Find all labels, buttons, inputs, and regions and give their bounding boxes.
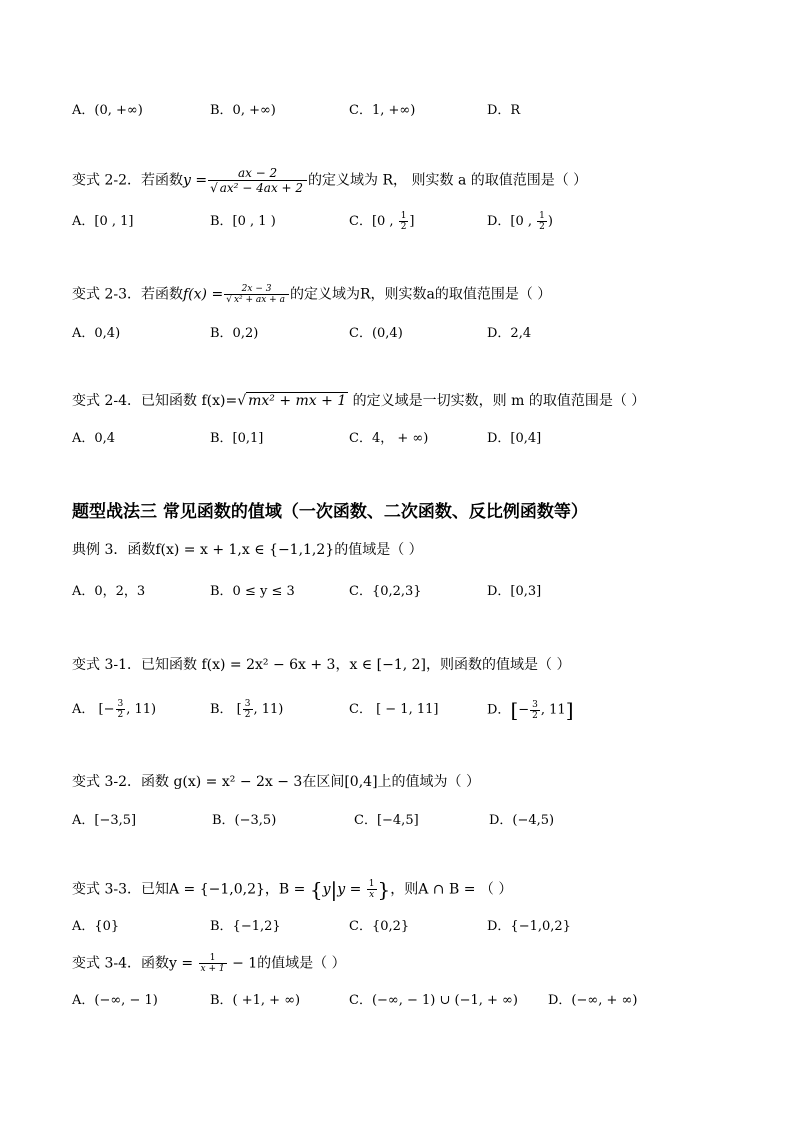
bracket: [	[510, 698, 519, 722]
denominator: √ ax² − 4ax + 2	[210, 181, 304, 195]
q2-1-options	[72, 100, 712, 122]
question-text: 的定义域为 R， 则实数 a 的取值范围是（ ）	[308, 172, 588, 189]
option-b: B．[0 , 1 )	[210, 214, 276, 229]
option-d: D．[0,3]	[487, 584, 542, 599]
option-c: C．{0,2,3}	[349, 584, 422, 599]
fraction	[224, 284, 289, 305]
fraction	[243, 699, 253, 720]
math-expr: y =	[337, 881, 366, 898]
numerator: 1	[368, 879, 375, 889]
option-d: D．(−4,5)	[489, 813, 555, 828]
radicand: mx² + mx + 1	[248, 393, 347, 409]
denominator: 2	[117, 710, 124, 720]
brace: }	[377, 877, 391, 902]
question-3-2: 变式 3-2．函数 g(x) = x² − 2x − 3在区间[0,4]上的值域为（ ）	[72, 774, 480, 790]
numerator: 1	[199, 953, 227, 964]
option-d: D．{−1,0,2}	[487, 919, 571, 934]
numerator: 1	[539, 211, 545, 221]
option-text: B． [	[210, 702, 242, 717]
option-d: D．2,4	[487, 326, 532, 341]
option-d	[487, 699, 574, 722]
option-c: C． [ − 1, 11]	[349, 702, 439, 717]
option-a: A．0,4	[72, 431, 116, 446]
option-b: B．[0,1]	[210, 431, 264, 446]
option-text: D．[0 ,	[487, 214, 537, 229]
option-text: ]	[409, 214, 415, 229]
option-b: B．( +1, + ∞)	[210, 993, 301, 1008]
question-text: 变式 2-2．若函数	[72, 172, 183, 189]
option-d	[487, 211, 553, 233]
numerator: 2x − 3	[224, 284, 289, 295]
question-2-3	[72, 284, 551, 305]
option-a: A．{0}	[72, 919, 120, 934]
radicand: ax² − 4ax + 2	[219, 181, 304, 195]
option-text: A． [−	[72, 702, 115, 717]
option-c: C．(−∞, − 1) ∪ (−1, + ∞)	[349, 993, 518, 1008]
question-text: 的定义域为R，则实数a的取值范围是（ ）	[289, 286, 552, 303]
ex3-options	[72, 581, 712, 603]
option-a: A．[0 , 1]	[72, 214, 134, 229]
option-d: D．(−∞, + ∞)	[548, 993, 638, 1008]
option-c: C．(0,4)	[349, 326, 403, 341]
option-c: C．1, +∞)	[349, 103, 416, 118]
fraction	[537, 211, 547, 232]
bar: |	[330, 877, 338, 902]
option-b	[210, 699, 283, 721]
numerator: ax − 2	[208, 166, 307, 181]
question-3-3	[72, 879, 512, 900]
option-b: B．0,2)	[210, 326, 259, 341]
denominator: 2	[532, 710, 538, 721]
question-3-1: 变式 3-1．已知函数 f(x) = 2x² − 6x + 3，x ∈ [−1, 2]，则函数的值域是（ ）	[72, 657, 571, 673]
denominator: 2	[539, 222, 545, 232]
option-b: B．0, +∞)	[210, 103, 276, 118]
fraction	[399, 211, 409, 232]
option-text: , 11)	[253, 702, 284, 717]
radicand: x² + ax + a	[233, 295, 285, 305]
fraction	[208, 166, 307, 195]
math-fn: f(x) =	[183, 286, 224, 303]
option-c: C．4， + ∞)	[349, 431, 429, 446]
question-text: 变式 2-3．若函数	[72, 286, 183, 303]
q3-1-options	[72, 699, 712, 721]
question-2-4	[72, 391, 645, 411]
option-text: D．	[487, 702, 511, 718]
math-fn: y =	[183, 172, 208, 189]
option-c: C．{0,2}	[349, 919, 410, 934]
fraction	[530, 700, 540, 721]
sqrt-expression: √ mx² + mx + 1	[237, 393, 347, 409]
option-a: A．0，2，3	[72, 584, 146, 599]
option-b: B．0 ≤ y ≤ 3	[210, 584, 295, 599]
option-text: C．[0 ,	[349, 214, 398, 229]
brace: {	[309, 877, 323, 902]
option-text: , 11	[540, 702, 566, 718]
bracket: ]	[565, 698, 574, 722]
question-text: 变式 3-3．已知A = {−1,0,2}，B =	[72, 881, 310, 898]
option-c: C．[−4,5]	[354, 813, 419, 828]
q3-4-options	[72, 990, 712, 1012]
numerator: 3	[244, 699, 251, 709]
denominator: 2	[244, 710, 251, 720]
q2-4-options	[72, 428, 712, 450]
option-b: B．(−3,5)	[212, 813, 277, 828]
option-c	[349, 211, 415, 233]
q2-3-options	[72, 323, 712, 345]
denominator: x	[369, 890, 375, 900]
option-a: A．[−3,5]	[72, 813, 137, 828]
question-text: 变式 3-4．函数y =	[72, 955, 198, 972]
option-text: )	[547, 214, 553, 229]
option-d: D．R	[487, 103, 521, 118]
question-text: 变式 2-4．已知函数 f(x)=	[72, 393, 238, 409]
question-2-2	[72, 166, 587, 195]
q2-2-options	[72, 211, 712, 233]
math-var: y	[322, 881, 331, 898]
section-title: 题型战法三 常见函数的值域（一次函数、二次函数、反比例函数等）	[72, 502, 588, 522]
q3-2-options	[72, 810, 712, 832]
numerator: 3	[117, 699, 124, 709]
option-text: −	[518, 702, 530, 718]
q3-3-options	[72, 916, 712, 938]
numerator: 1	[400, 211, 407, 221]
option-b: B．{−1,2}	[210, 919, 281, 934]
denominator: 2	[400, 222, 407, 232]
fraction	[199, 953, 227, 974]
option-text: , 11)	[126, 702, 157, 717]
denominator: √ x² + ax + a	[226, 295, 285, 305]
example-3: 典例 3．函数f(x) = x + 1,x ∈ {−1,1,2}的值域是（ ）	[72, 542, 423, 558]
denominator: x + 1	[200, 964, 225, 974]
option-a	[72, 699, 156, 721]
option-a: A．0,4)	[72, 326, 121, 341]
question-text: − 1的值域是（ ）	[227, 955, 346, 972]
option-d: D．[0,4]	[487, 431, 542, 446]
option-a: A．(−∞, − 1)	[72, 993, 158, 1008]
option-a: A．(0, +∞)	[72, 103, 143, 118]
fraction	[367, 879, 377, 900]
fraction	[116, 699, 126, 720]
question-3-4	[72, 953, 346, 974]
question-text: ，则A ∩ B = （ ）	[390, 881, 513, 898]
numerator: 3	[532, 699, 538, 710]
question-text: 的定义域是一切实数，则 m 的取值范围是（ ）	[348, 393, 646, 409]
